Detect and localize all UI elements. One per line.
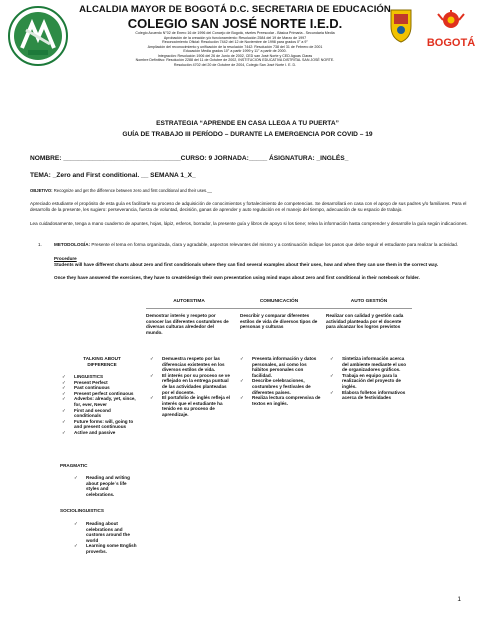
check-icon: ✓ bbox=[240, 378, 244, 384]
check-icon: ✓ bbox=[330, 389, 334, 395]
objetivo bbox=[30, 188, 470, 194]
autoestima-item: ✓ Demuestra respeto por las diferencias existentes en los diversos estilos de vida. bbox=[150, 356, 225, 373]
header-comunicacion: COMUNICACIÓN bbox=[259, 299, 299, 304]
header-text bbox=[70, 4, 400, 67]
check-icon: ✓ bbox=[62, 418, 66, 424]
linguistics-item: ✓ Present Perfect bbox=[62, 379, 108, 385]
header-fine-print-2: Reconocimiento Oficial: Resolución 7442 del 12 de Noviembre de 1998 para grados 0° a 9° bbox=[162, 40, 308, 44]
autoestima-item: ✓ El portafolio de inglés refleja el interés que el estudiante ha tenido en su proceso de aprendizaje. bbox=[150, 395, 230, 417]
check-icon: ✓ bbox=[62, 407, 66, 413]
bogota-logo-mark-icon bbox=[418, 10, 484, 36]
check-icon: ✓ bbox=[150, 356, 154, 361]
linguistics-item: ✓ Adverbs: already, yet, since, for, ever, Never bbox=[62, 396, 136, 407]
intro-cell-auto-gestion: Realizar con calidad y gestión cada actividad planteada por el docente para alcanzar los logros previstos bbox=[326, 313, 404, 330]
pragmatic-item: ✓ Reading and writing about people´s life styles and celebrations. bbox=[74, 475, 130, 497]
pragmatic-label: PRAGMATIC bbox=[60, 463, 88, 468]
header-line2: COLEGIO SAN JOSÉ NORTE I.E.D. bbox=[127, 16, 343, 31]
comunicacion-item: ✓ Describe celebraciones, costumbres y festivales de diferentes países. bbox=[240, 378, 311, 395]
check-icon: ✓ bbox=[74, 475, 78, 480]
sociolinguistics-label: SOCIOLINGUISTICS bbox=[60, 508, 104, 513]
auto-gestion-item: ✓ Elabora folletos informativos acerca de festividades bbox=[330, 389, 406, 401]
intro-cell-comunicacion: Describir y comparar diferentes estilos de vida de diversos tipos de personas y culturas bbox=[240, 313, 318, 330]
check-icon: ✓ bbox=[330, 356, 334, 361]
check-icon: ✓ bbox=[74, 521, 78, 526]
intro-cell-autoestima: Demostrar interés y respeto por conocer las diferentes costumbres de diversas culturas alrededor del mundo. bbox=[146, 313, 229, 335]
objetivo-label: OBJETIVO: bbox=[30, 188, 53, 193]
check-icon: ✓ bbox=[62, 429, 66, 435]
table-header-rule bbox=[146, 308, 412, 309]
linguistics-label: LINGUISTICS bbox=[74, 374, 104, 379]
objetivo-text: Recognize and get the difference between zero and first conditional and their uses.__ bbox=[52, 188, 212, 193]
col-auto-gestion bbox=[330, 356, 412, 401]
intro-paragraph: Apreciado estudiante el propósito de esta guía es facilitarle su proceso de adquisición de conocimientos y fortalecimiento de competencias. Se desarrollará en casa con el apoyo de sus padres y/o familiares. Para el desarrollo de la presente, les sugiero: perseverancia, fuerza de voluntad, decisión, ganas de aprender y auto regulación en el manejo del tiempo, adecuación de su espacio de trabajo. bbox=[30, 201, 467, 212]
header-fine-print-3: Ampliación del reconocimiento y unificación de la resolución 7442: Resolución 738 del 31 de Febrero de 2001 bbox=[147, 44, 323, 49]
check-icon: ✓ bbox=[240, 395, 244, 401]
check-icon: ✓ bbox=[330, 372, 334, 378]
linguistics-item: ✓ Past continuous bbox=[62, 385, 110, 391]
sociolinguistics-section bbox=[74, 521, 138, 555]
procedure-text-2: Once they have answered the exercises, they have to create/design their own presentation using mind maps about zero and first conditional in their notebook or folder. bbox=[54, 275, 420, 280]
nombre-line[interactable]: NOMBRE: ________________________________CURSO: 9 JORNADA:_____ ÁSIGNATURA: _INGLÉS_ bbox=[30, 155, 349, 162]
check-icon: ✓ bbox=[150, 395, 154, 401]
bogota-logo bbox=[418, 10, 484, 50]
check-icon: ✓ bbox=[62, 390, 66, 396]
bogota-shield-icon bbox=[388, 6, 414, 44]
bogota-logo-text: BOGOTÁ bbox=[426, 37, 476, 49]
check-icon: ✓ bbox=[62, 374, 66, 379]
pragmatic-section bbox=[74, 475, 138, 497]
metodologia bbox=[54, 242, 472, 248]
linguistics-section bbox=[62, 374, 138, 436]
check-icon: ✓ bbox=[62, 396, 66, 402]
autoestima-item: ✓ El interés por su proceso se ve reflejado en la entrega puntual de las actividades planteadas por el docente. bbox=[150, 372, 230, 395]
header-auto-gestion: AUTO GESTIÓN bbox=[350, 299, 388, 304]
linguistics-item: ✓ Present perfect continuous bbox=[62, 390, 134, 396]
header-fine-print-0: Colegio Acuerdo N°02 de Enero 16 de 1996 del Concejo de Bogotá, niveles Preescolar - Básica Primaria - Secundaria Media bbox=[135, 31, 335, 35]
header-fine-print-6: Nombre Definitivo: Resolución 2288 del 11 de Octubre de 2002, INSTITUCION EDUCATIVA DISTRITAL SAN JOSÉ NORTE. bbox=[135, 58, 335, 62]
col-comunicacion bbox=[240, 356, 322, 406]
check-icon: ✓ bbox=[74, 543, 78, 549]
check-icon: ✓ bbox=[240, 356, 244, 361]
header-fine-print-7: Resolución 4702 del 20 de Octubre de 2004, Colegio San José Norte I. E. D. bbox=[173, 62, 297, 67]
header-fine-print-4: Educación Media grados 10° a partir 1999 y 11° a partir de 2000. bbox=[183, 49, 287, 53]
check-icon: ✓ bbox=[62, 379, 66, 385]
check-icon: ✓ bbox=[150, 372, 154, 378]
procedure-text-1: Students will have different charts about zero and first conditionals where they can find several examples about their uses, how and when they can use them in the correct way. bbox=[54, 262, 439, 267]
school-crest-icon bbox=[8, 4, 68, 68]
auto-gestion-item: ✓ Trabaja en equipo para la realización del proyecto de inglés. bbox=[330, 372, 401, 389]
check-icon: ✓ bbox=[62, 385, 66, 391]
page-header bbox=[0, 0, 495, 100]
header-autoestima: AUTOESTIMA bbox=[173, 299, 205, 304]
socio-item: ✓ Learning some English proverbs. bbox=[74, 543, 137, 554]
metodologia-text: Presente el tema en forma organizada, clara y agradable, aspectos relevantes del mismo y a continuación indique los pasos que debe seguir el estudiante para realizar la actividad. bbox=[90, 242, 459, 247]
comunicacion-item: ✓ Presenta información y datos personales, así como los hábitos personales con facilidad. bbox=[240, 356, 317, 378]
socio-item: ✓ Reading about celebrations and customs around the world bbox=[74, 521, 130, 543]
tema-line[interactable]: TEMA: _Zero and First conditional. __ SEMANA 1_X_ bbox=[30, 172, 196, 179]
linguistics-item: ✓ Active and passive bbox=[62, 429, 116, 435]
guide-title: GUÍA DE TRABAJO III PERÍODO – DURANTE LA EMERGENCIA POR COVID – 19 bbox=[122, 131, 373, 138]
intro-paragraph-2: Lea cuidadosamente, tenga a mano cuaderno de apuntes, hojas, lápiz, esferos, borrador, la presente guía y libros de apoyo si los tiene; relea la información hasta comprender y desarrolle la guía según indicaciones. bbox=[30, 221, 468, 226]
left-title: TALKING ABOUT DIFFERENCE bbox=[83, 356, 121, 367]
header-fine-print-5: Integración: Resolución 1906 del 26 de Junio de 2002, CED san José Norte y CED Aguas Claras bbox=[157, 53, 313, 58]
metodologia-label: METODOLOGÍA: bbox=[54, 242, 91, 247]
page-number: 1 bbox=[457, 596, 461, 603]
comunicacion-item: ✓ Realiza lectura comprensiva de textos en inglés. bbox=[240, 395, 321, 406]
strategy-title: ESTRATEGIA “APRENDE EN CASA LLEGA A TU PUERTA” bbox=[156, 120, 339, 127]
linguistics-item: ✓ First and second conditionals bbox=[62, 407, 111, 419]
metodologia-number: 1. bbox=[38, 242, 42, 247]
auto-gestion-item: ✓ Sintetiza información acerca del ambiente mediante el uso de organizadores gráficos. bbox=[330, 356, 407, 373]
procedure-label: Procedure bbox=[54, 256, 77, 261]
col-autoestima bbox=[150, 356, 230, 418]
linguistics-item: ✓ Future forms: will, going to and present continuous bbox=[62, 418, 134, 430]
header-line1: ALCALDIA MAYOR DE BOGOTÁ D.C. SECRETARIA DE EDUCACIÓN bbox=[79, 4, 391, 15]
header-fine-print-1: Aprobación de la creación y/o funcionamiento: Resolución 2584 del 19 de Marzo de 1997 bbox=[163, 35, 307, 40]
